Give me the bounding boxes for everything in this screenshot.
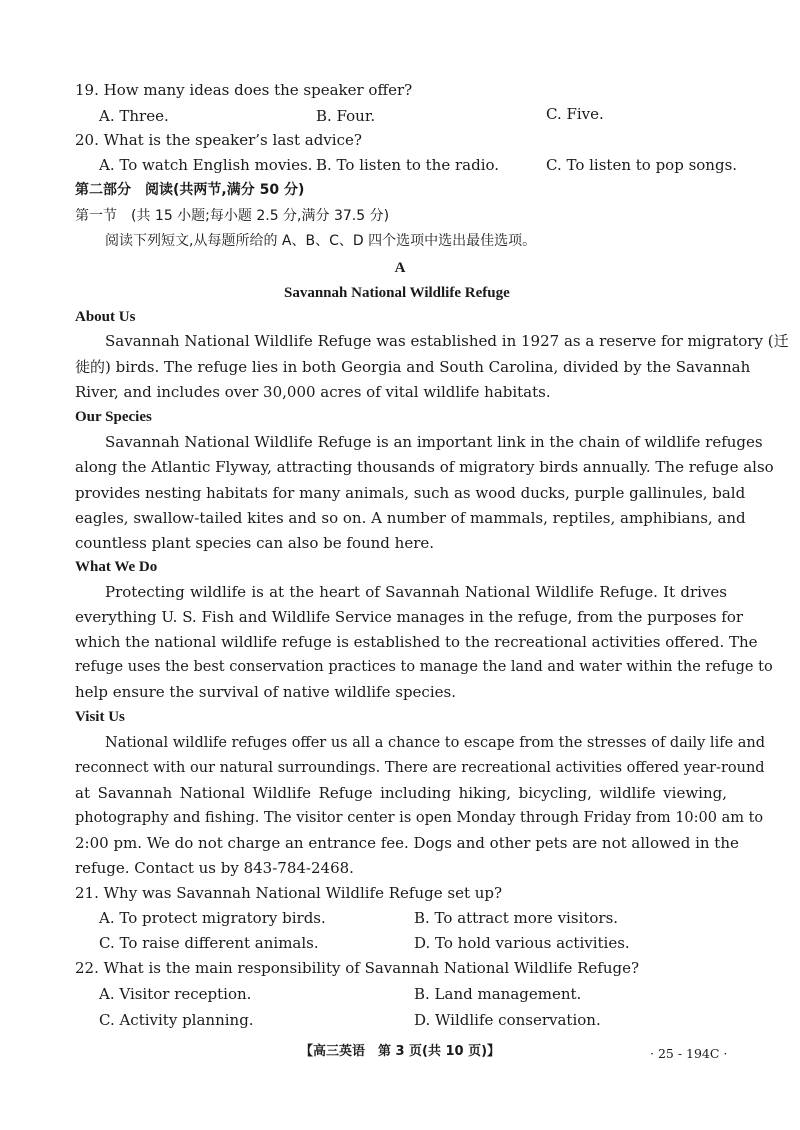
- q22-option-c: C. Activity planning.: [99, 1011, 254, 1029]
- passage-letter: A: [394, 260, 406, 276]
- q21-option-b: B. To attract more visitors.: [414, 909, 619, 927]
- q20-option-c: C. To listen to pop songs.: [546, 156, 738, 174]
- our-species-line: along the Atlantic Flyway, attracting thousands of migratory birds annually. The refuge also: [75, 458, 774, 476]
- about-us-line: River, and includes over 30,000 acres of vital wildlife habitats.: [75, 383, 551, 401]
- what-we-do-line: refuge uses the best conservation practices to manage the land and water within the refuge to: [75, 659, 773, 675]
- visit-us-line: 2:00 pm. We do not charge an entrance fee. Dogs and other pets are not allowed in the: [75, 834, 739, 852]
- q21-option-a: A. To protect migratory birds.: [99, 909, 326, 927]
- reading-instruction: 阅读下列短文,从每题所给的 A、B、C、D 四个选项中选出最佳选项。: [105, 233, 537, 249]
- paper-code: · 25 - 194C ·: [650, 1046, 728, 1061]
- what-we-do-line: Protecting wildlife is at the heart of Savannah National Wildlife Refuge. It drives: [105, 583, 727, 601]
- section-heading-visit-us: Visit Us: [75, 709, 125, 725]
- section-heading-what-we-do: What We Do: [75, 559, 158, 575]
- q22-option-d: D. Wildlife conservation.: [414, 1011, 601, 1029]
- q19-option-c: C. Five.: [546, 105, 604, 123]
- what-we-do-line: help ensure the survival of native wildlife species.: [75, 683, 456, 701]
- question-20: 20. What is the speaker’s last advice?: [75, 131, 362, 149]
- page-footer-label: 【高三英语 第 3 页(共 10 页)】: [299, 1044, 501, 1059]
- what-we-do-line: which the national wildlife refuge is established to the recreational activities offered. The: [75, 633, 758, 651]
- passage-title: Savannah National Wildlife Refuge: [284, 285, 510, 301]
- q20-option-a: A. To watch English movies.: [99, 156, 313, 174]
- question-22: 22. What is the main responsibility of Savannah National Wildlife Refuge?: [75, 959, 640, 977]
- section-heading-our-species: Our Species: [75, 409, 152, 425]
- visit-us-line: photography and fishing. The visitor center is open Monday through Friday from 10:00 am to: [75, 810, 764, 826]
- section-heading-about-us: About Us: [75, 309, 136, 325]
- our-species-line: eagles, swallow-tailed kites and so on. A number of mammals, reptiles, amphibians, and: [75, 509, 746, 527]
- part-two-title: 第二部分 阅读(共两节,满分 50 分): [75, 182, 305, 198]
- about-us-line: 徙的) birds. The refuge lies in both Georgia and South Carolina, divided by the Savannah: [75, 358, 751, 376]
- q21-option-c: C. To raise different animals.: [99, 934, 319, 952]
- visit-us-line: National wildlife refuges offer us all a chance to escape from the stresses of daily life and: [105, 735, 766, 751]
- our-species-line: provides nesting habitats for many animals, such as wood ducks, purple gallinules, bald: [75, 484, 746, 502]
- question-19: 19. How many ideas does the speaker offer?: [75, 81, 413, 99]
- visit-us-line: refuge. Contact us by 843-784-2468.: [75, 859, 354, 877]
- q19-option-a: A. Three.: [99, 107, 169, 125]
- q20-option-b: B. To listen to the radio.: [316, 156, 500, 174]
- question-21: 21. Why was Savannah National Wildlife Refuge set up?: [75, 884, 503, 902]
- q19-option-b: B. Four.: [316, 107, 376, 125]
- q22-option-b: B. Land management.: [414, 985, 582, 1003]
- section-one-title: 第一节 (共 15 小题;每小题 2.5 分,满分 37.5 分): [75, 208, 390, 224]
- q21-option-d: D. To hold various activities.: [414, 934, 630, 952]
- what-we-do-line: everything U. S. Fish and Wildlife Service manages in the refuge, from the purposes for: [75, 608, 744, 626]
- about-us-line: Savannah National Wildlife Refuge was established in 1927 as a reserve for migratory (迁: [105, 332, 789, 350]
- visit-us-line: at Savannah National Wildlife Refuge including hiking, bicycling, wildlife viewing,: [75, 784, 727, 802]
- visit-us-line: reconnect with our natural surroundings. There are recreational activities offered year-round: [75, 760, 765, 776]
- our-species-line: countless plant species can also be found here.: [75, 534, 435, 552]
- q22-option-a: A. Visitor reception.: [99, 985, 252, 1003]
- our-species-line: Savannah National Wildlife Refuge is an important link in the chain of wildlife refuges: [105, 433, 763, 451]
